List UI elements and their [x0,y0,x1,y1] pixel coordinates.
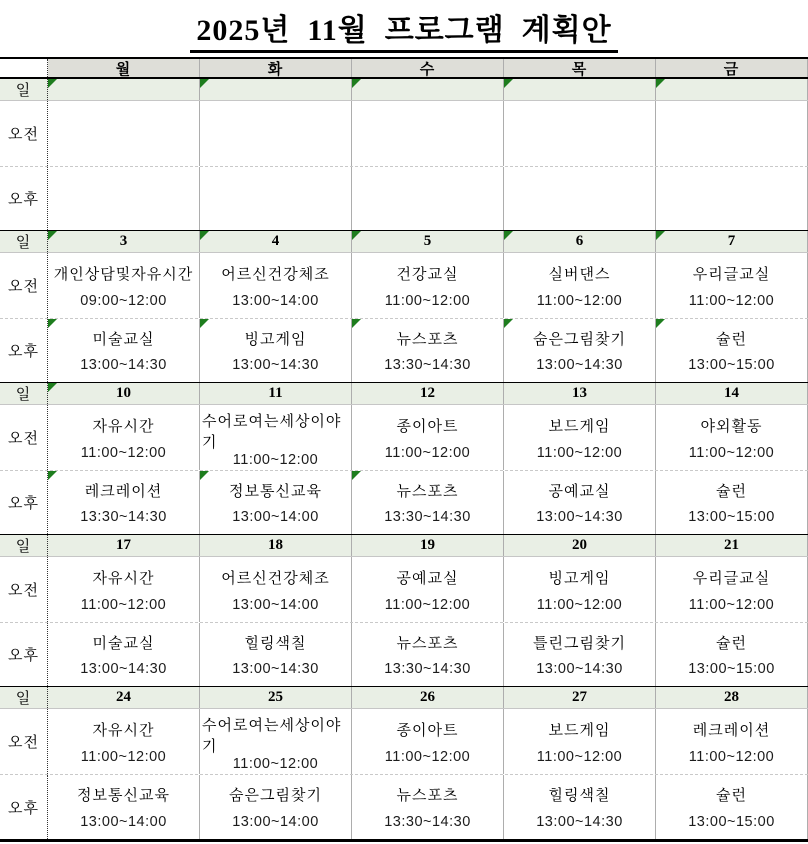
program-time: 09:00~12:00 [80,292,167,309]
row-label-morning: 오전 [0,709,48,774]
cell-flag-icon [352,471,361,480]
program-time: 13:00~14:30 [536,357,623,373]
program-cell [504,623,656,686]
program-time: 13:00~14:30 [232,661,319,677]
program-name: 종이아트 [396,721,459,739]
program-cell [504,101,656,166]
program-time: 11:00~12:00 [536,596,623,613]
date-number: 21 [724,537,739,553]
date-number: 12 [420,385,435,401]
program-time: 13:00~15:00 [688,357,775,373]
cell-flag-icon [504,79,513,88]
program-cell [352,557,504,622]
program-cell [200,709,352,774]
program-time: 13:00~14:30 [80,357,167,373]
row-label-morning: 오전 [0,253,48,318]
program-cell [504,557,656,622]
program-cell [352,471,504,534]
program-cell [656,253,808,318]
program-time: 13:00~14:00 [232,292,319,309]
date-cell [48,383,200,404]
program-name: 미술교실 [92,635,155,652]
cell-flag-icon [656,79,665,88]
program-time: 13:30~14:30 [80,509,167,525]
program-name: 어르신건강체조 [221,265,330,283]
program-cell [48,471,200,534]
program-time: 13:00~15:00 [688,813,775,830]
cell-flag-icon [48,319,57,328]
program-name: 자유시간 [92,569,155,587]
program-time: 13:00~14:30 [232,357,319,373]
weekday-header-row [0,59,808,79]
program-time: 11:00~12:00 [688,596,775,613]
program-name: 레크레이션 [84,483,163,500]
date-number: 17 [116,537,131,553]
program-cell [48,167,200,230]
morning-row [0,253,808,319]
program-time: 11:00~12:00 [384,596,471,613]
program-cell [48,253,200,318]
date-number: 13 [572,385,587,401]
date-cell [504,687,656,708]
program-cell [48,101,200,166]
program-time: 13:00~15:00 [688,661,775,677]
program-time: 11:00~12:00 [688,748,775,765]
program-cell [656,709,808,774]
date-cell [200,383,352,404]
cell-flag-icon [656,231,665,240]
program-time: 11:00~12:00 [384,444,471,461]
afternoon-row [0,471,808,535]
date-number: 7 [727,233,736,249]
program-name: 자유시간 [92,417,155,435]
date-cell [48,535,200,556]
date-row [0,687,808,709]
header-corner-cell [0,59,48,77]
program-name: 건강교실 [396,265,459,283]
date-cell [48,687,200,708]
program-cell [48,557,200,622]
program-cell [656,101,808,166]
program-time: 13:00~14:00 [80,813,167,830]
program-name: 슐런 [716,483,747,500]
program-time: 13:30~14:30 [384,661,471,677]
row-label-day: 일 [0,383,48,404]
program-cell [504,253,656,318]
date-cell [352,79,504,100]
row-label-afternoon: 오후 [0,775,48,839]
date-number: 28 [724,689,739,705]
date-number: 6 [575,233,584,249]
row-label-afternoon: 오후 [0,167,48,230]
row-label-afternoon: 오후 [0,471,48,534]
week-block-2 [0,231,808,383]
program-cell [48,709,200,774]
date-cell [504,231,656,252]
row-label-morning: 오전 [0,405,48,470]
program-time: 13:00~15:00 [688,509,775,525]
program-name: 힐링색칠 [244,635,307,652]
date-cell [656,535,808,556]
date-row [0,79,808,101]
program-cell [656,471,808,534]
date-number: 18 [268,537,283,553]
program-name: 레크레이션 [692,721,771,739]
program-cell [352,319,504,382]
date-number: 27 [572,689,587,705]
program-time: 11:00~12:00 [80,748,167,765]
program-cell [656,167,808,230]
cell-flag-icon [352,231,361,240]
program-cell [200,623,352,686]
week-block-1 [0,79,808,231]
date-cell [352,687,504,708]
program-cell [352,623,504,686]
row-label-day: 일 [0,687,48,708]
row-label-day: 일 [0,79,48,100]
program-name: 보드게임 [548,721,611,739]
program-cell [656,557,808,622]
date-row [0,383,808,405]
program-time: 13:30~14:30 [384,509,471,525]
program-name: 틀린그림찾기 [533,635,626,652]
program-time: 13:00~14:30 [536,661,623,677]
afternoon-row [0,775,808,839]
date-number: 20 [572,537,587,553]
morning-row [0,405,808,471]
program-time: 11:00~12:00 [536,292,623,309]
date-number: 14 [724,385,739,401]
cell-flag-icon [504,319,513,328]
date-cell [656,687,808,708]
program-cell [504,471,656,534]
date-cell [200,535,352,556]
program-name: 수어로여는세상이야기 [202,717,342,755]
program-name: 개인상담및자유시간 [53,265,194,283]
cell-flag-icon [352,79,361,88]
program-name: 뉴스포츠 [396,787,459,805]
row-label-day: 일 [0,231,48,252]
date-cell [48,231,200,252]
program-name: 힐링색칠 [548,787,611,805]
program-time: 11:00~12:00 [536,748,623,765]
date-row [0,535,808,557]
program-cell [48,319,200,382]
program-name: 실버댄스 [548,265,611,283]
program-cell [200,471,352,534]
program-time: 11:00~12:00 [688,444,775,461]
program-time: 13:00~14:30 [536,509,623,525]
program-name: 슐런 [716,787,747,805]
date-cell [200,79,352,100]
afternoon-row [0,623,808,687]
header-thursday: 목 [504,59,656,77]
program-time: 13:30~14:30 [384,357,471,373]
date-row [0,231,808,253]
program-cell [504,709,656,774]
program-time: 13:00~14:00 [232,596,319,613]
cell-flag-icon [504,231,513,240]
program-cell [656,319,808,382]
date-cell [352,231,504,252]
header-friday: 금 [656,59,808,77]
program-cell [504,167,656,230]
program-name: 뉴스포츠 [396,483,459,500]
date-cell [352,383,504,404]
date-cell [48,79,200,100]
title-bar [0,0,808,57]
program-cell [352,253,504,318]
program-time: 13:30~14:30 [384,813,471,830]
program-time: 11:00~12:00 [80,596,167,613]
program-cell [504,319,656,382]
program-name: 뉴스포츠 [396,635,459,652]
program-name: 우리글교실 [692,569,771,587]
program-name: 슐런 [716,331,747,348]
program-time: 13:00~14:00 [232,509,319,525]
program-name: 우리글교실 [692,265,771,283]
calendar-table [0,57,808,842]
cell-flag-icon [200,231,209,240]
program-cell [656,405,808,470]
row-label-day: 일 [0,535,48,556]
header-tuesday: 화 [200,59,352,77]
program-cell [48,623,200,686]
program-time: 13:00~14:00 [232,813,319,830]
cell-flag-icon [200,79,209,88]
program-name: 숨은그림찾기 [533,331,626,348]
program-name: 빙고게임 [548,569,611,587]
program-cell [352,775,504,839]
week-block-4 [0,535,808,687]
program-cell [504,405,656,470]
program-cell [352,709,504,774]
date-number: 3 [119,233,128,249]
program-cell [352,101,504,166]
program-cell [200,253,352,318]
program-name: 정보통신교육 [229,483,322,500]
header-wednesday: 수 [352,59,504,77]
cell-flag-icon [48,79,57,88]
program-cell [656,623,808,686]
program-name: 미술교실 [92,331,155,348]
date-cell [504,535,656,556]
cell-flag-icon [656,319,665,328]
date-number: 4 [271,233,280,249]
program-name: 보드게임 [548,417,611,435]
page-title: 2025년 11월 프로그램 계획안 [190,5,617,53]
program-name: 뉴스포츠 [396,331,459,348]
program-cell [48,405,200,470]
row-label-morning: 오전 [0,557,48,622]
morning-row [0,557,808,623]
cell-flag-icon [200,319,209,328]
program-cell [504,775,656,839]
date-number: 10 [116,385,131,401]
program-cell [352,167,504,230]
date-number: 26 [420,689,435,705]
cell-flag-icon [48,231,57,240]
morning-row [0,709,808,775]
date-number: 19 [420,537,435,553]
morning-row [0,101,808,167]
date-number: 11 [268,385,283,401]
program-name: 야외활동 [700,417,763,435]
program-name: 공예교실 [396,569,459,587]
program-time: 11:00~12:00 [688,292,775,309]
program-cell [200,167,352,230]
date-cell [656,231,808,252]
program-cell [656,775,808,839]
date-cell [656,383,808,404]
program-time: 11:00~12:00 [232,756,319,772]
header-monday: 월 [48,59,200,77]
cell-flag-icon [48,471,57,480]
row-label-afternoon: 오후 [0,319,48,382]
program-time: 11:00~12:00 [536,444,623,461]
program-cell [352,405,504,470]
program-cell [200,101,352,166]
program-time: 11:00~12:00 [232,452,319,468]
date-cell [200,687,352,708]
week-block-3 [0,383,808,535]
program-name: 빙고게임 [244,331,307,348]
program-name: 종이아트 [396,417,459,435]
program-name: 어르신건강체조 [221,569,330,587]
row-label-afternoon: 오후 [0,623,48,686]
date-cell [656,79,808,100]
date-cell [200,231,352,252]
program-name: 숨은그림찾기 [229,787,322,805]
cell-flag-icon [48,383,57,392]
date-cell [504,79,656,100]
date-number: 24 [116,689,131,705]
program-name: 정보통신교육 [77,787,170,805]
program-time: 13:00~14:30 [80,661,167,677]
program-cell [200,557,352,622]
date-number: 5 [423,233,432,249]
afternoon-row [0,167,808,231]
program-name: 슐런 [716,635,747,652]
program-time: 11:00~12:00 [80,444,167,461]
program-time: 11:00~12:00 [384,292,471,309]
week-block-5 [0,687,808,839]
date-number: 25 [268,689,283,705]
date-cell [352,535,504,556]
program-time: 11:00~12:00 [384,748,471,765]
row-label-morning: 오전 [0,101,48,166]
program-name: 자유시간 [92,721,155,739]
program-time: 13:00~14:30 [536,813,623,830]
cell-flag-icon [200,471,209,480]
cell-flag-icon [352,319,361,328]
program-cell [200,319,352,382]
program-name: 공예교실 [548,483,611,500]
program-cell [200,775,352,839]
program-cell [48,775,200,839]
afternoon-row [0,319,808,383]
program-name: 수어로여는세상이야기 [202,413,342,451]
date-cell [504,383,656,404]
program-cell [200,405,352,470]
